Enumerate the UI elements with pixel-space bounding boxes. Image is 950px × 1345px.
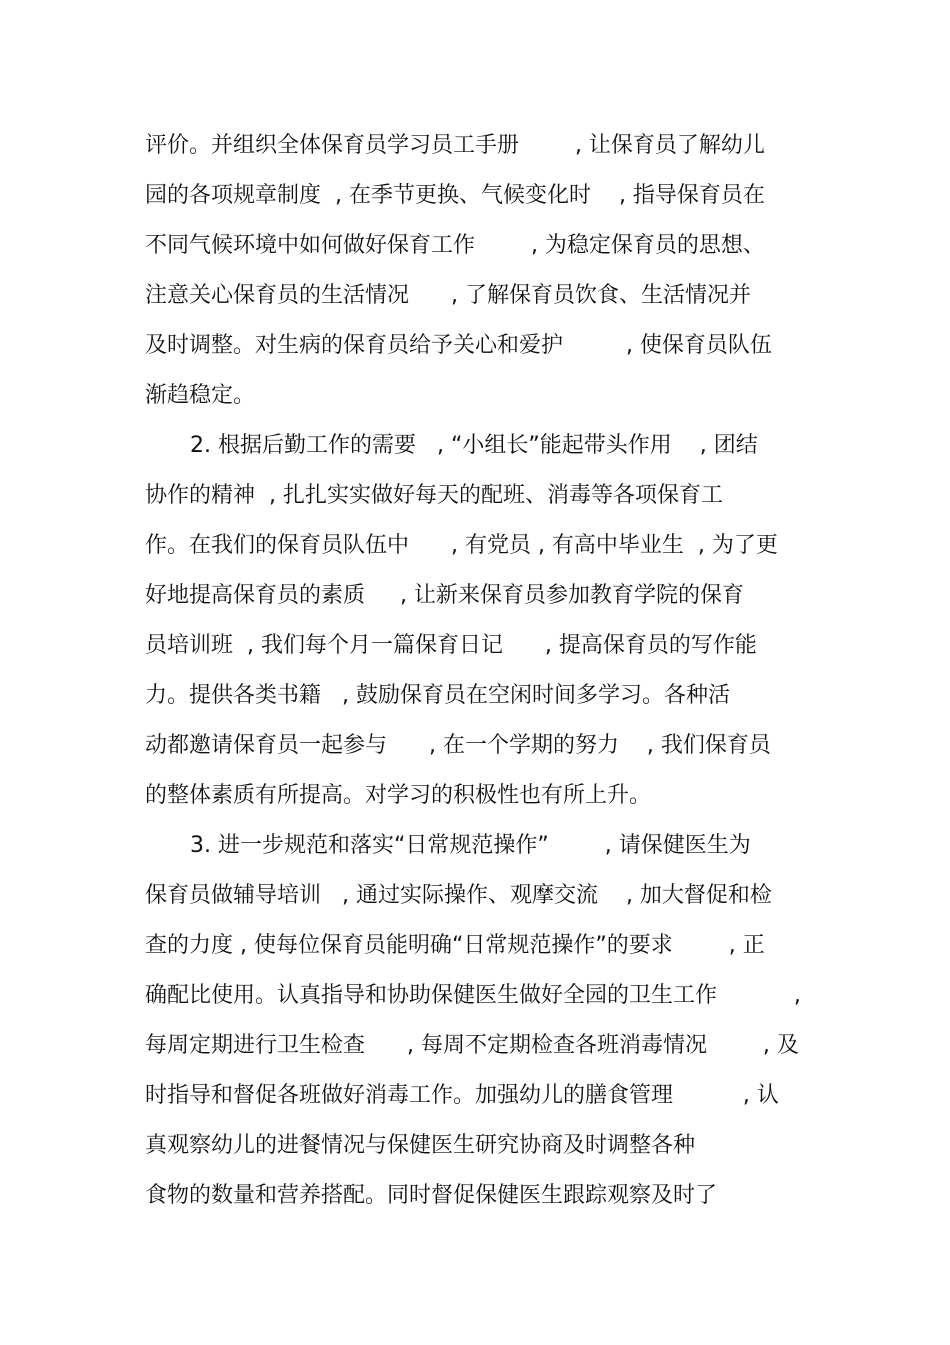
paragraph-line: 时指导和督促各班做好消毒工作。加强幼儿的膳食管理 , 认 bbox=[145, 1083, 779, 1108]
paragraph-line: 的整体素质有所提高。对学习的积极性也有所上升。 bbox=[145, 783, 652, 808]
paragraph-line: 不同气候环境中如何做好保育工作 , 为稳定保育员的思想、 bbox=[145, 233, 765, 258]
paragraph-line: 协作的精神 , 扎扎实实做好每天的配班、消毒等各项保育工 bbox=[145, 483, 723, 508]
paragraph-line: 及时调整。对生病的保育员给予关心和爱护 , 使保育员队伍 bbox=[145, 333, 772, 358]
paragraph-line: 员培训班 , 我们每个月一篇保育日记 , 提高保育员的写作能 bbox=[145, 633, 757, 658]
paragraph-line: 注意关心保育员的生活情况 , 了解保育员饮食、生活情况并 bbox=[145, 283, 751, 308]
paragraph-line: 查的力度 , 使每位保育员能明确“日常规范操作”的要求 , 正 bbox=[145, 933, 765, 958]
paragraph-line: 渐趋稳定。 bbox=[145, 383, 256, 408]
paragraph-line: 真观察幼儿的进餐情况与保健医生研究协商及时调整各种 bbox=[145, 1133, 696, 1158]
paragraph-3-first-line: 3. 进一步规范和落实“日常规范操作” , 请保健医生为 bbox=[190, 833, 751, 858]
paragraph-line: 评价。并组织全体保育员学习员工手册 , 让保育员了解幼儿 bbox=[145, 133, 765, 158]
document-body bbox=[145, 121, 835, 1221]
paragraph-line: 力。提供各类书籍 , 鼓励保育员在空闲时间多学习。各种活 bbox=[145, 683, 730, 708]
paragraph-2-first-line: 2. 根据后勤工作的需要 , “小组长”能起带头作用 , 团结 bbox=[190, 433, 758, 458]
paragraph-line: 动都邀请保育员一起参与 , 在一个学期的努力 , 我们保育员 bbox=[145, 733, 771, 758]
paragraph-line: 园的各项规章制度 , 在季节更换、气候变化时 , 指导保育员在 bbox=[145, 183, 765, 208]
paragraph-line: 确配比使用。认真指导和协助保健医生做好全园的卫生工作 , bbox=[145, 983, 801, 1008]
paragraph-line: 食物的数量和营养搭配。同时督促保健医生跟踪观察及时了 bbox=[145, 1183, 718, 1208]
paragraph-line: 好地提高保育员的素质 , 让新来保育员参加教育学院的保育 bbox=[145, 583, 744, 608]
paragraph-line: 每周定期进行卫生检查 , 每周不定期检查各班消毒情况 , 及 bbox=[145, 1033, 799, 1058]
paragraph-line: 保育员做辅导培训 , 通过实际操作、观摩交流 , 加大督促和检 bbox=[145, 883, 772, 908]
paragraph-line: 作。在我们的保育员队伍中 , 有党员 , 有高中毕业生 , 为了更 bbox=[145, 533, 778, 558]
